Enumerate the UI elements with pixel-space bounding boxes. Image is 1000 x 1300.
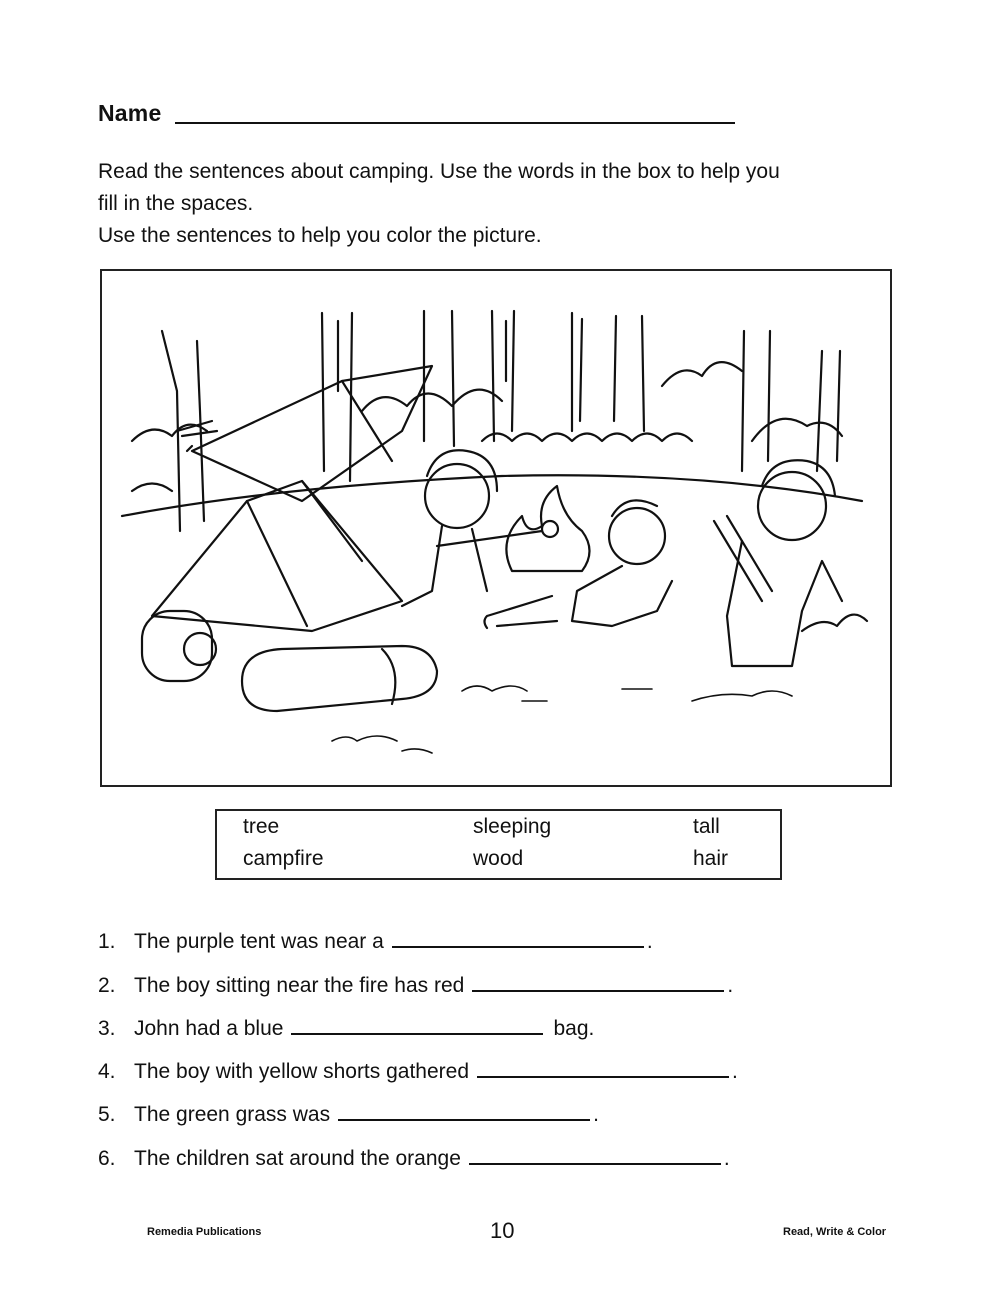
word-tree: tree [243,815,280,838]
tree-trunks [162,311,840,531]
sentence-5 [98,1101,599,1127]
sentence-text: The children sat around the orange [134,1147,461,1170]
name-row [98,100,735,127]
answer-blank-4[interactable] [477,1058,729,1078]
sentence-1 [98,928,653,954]
sentence-ending: . [727,974,734,997]
sentence-ending: . [646,930,653,953]
answer-blank-2[interactable] [472,972,724,992]
answer-blank-5[interactable] [338,1101,590,1121]
answer-blank-3[interactable] [291,1015,543,1035]
camping-picture-frame [100,269,892,787]
word-sleeping: sleeping [473,815,552,838]
sentence-ending: bag. [553,1017,595,1040]
instruction-line-2: fill in the spaces. [98,192,254,215]
sentence-ending: . [723,1147,730,1170]
series-title: Read, Write & Color [783,1226,887,1238]
tents [152,366,432,631]
sentence-number: 3. [98,1017,116,1040]
sentence-3 [98,1015,594,1041]
sentence-number: 6. [98,1147,116,1170]
word-bank [215,809,782,880]
answer-blank-1[interactable] [392,928,644,948]
sentence-number: 1. [98,930,116,953]
children [402,450,842,666]
sentence-ending: . [732,1060,738,1083]
word-tall: tall [693,815,720,838]
camping-scene-illustration[interactable] [102,271,890,785]
sentence-text: The purple tent was near a [134,930,384,953]
word-wood: wood [473,847,524,870]
sentence-text: The green grass was [134,1103,331,1126]
sentence-text: The boy sitting near the fire has red [134,974,465,997]
sentence-text: John had a blue [134,1017,284,1040]
sentence-ending: . [593,1103,599,1126]
sentence-text: The boy with yellow shorts gathered [134,1060,470,1083]
instruction-line-3: Use the sentences to help you color the picture. [98,224,542,247]
name-input-line[interactable] [175,122,735,124]
sleeping-bags [142,611,437,711]
word-campfire: campfire [243,847,324,870]
word-hair: hair [693,847,729,870]
sentence-2 [98,972,733,998]
instructions [98,156,918,252]
sentence-6 [98,1145,730,1171]
page-number: 10 [490,1218,515,1243]
sentence-number: 4. [98,1060,116,1083]
sentence-number: 5. [98,1103,116,1126]
ground-marks [332,686,792,753]
sentence-number: 2. [98,974,116,997]
answer-blank-6[interactable] [469,1145,721,1165]
instruction-line-1: Read the sentences about camping. Use the words in the box to help you [98,160,780,183]
name-label: Name [98,100,162,126]
sentence-4 [98,1058,738,1084]
publisher-name: Remedia Publications [147,1226,262,1238]
